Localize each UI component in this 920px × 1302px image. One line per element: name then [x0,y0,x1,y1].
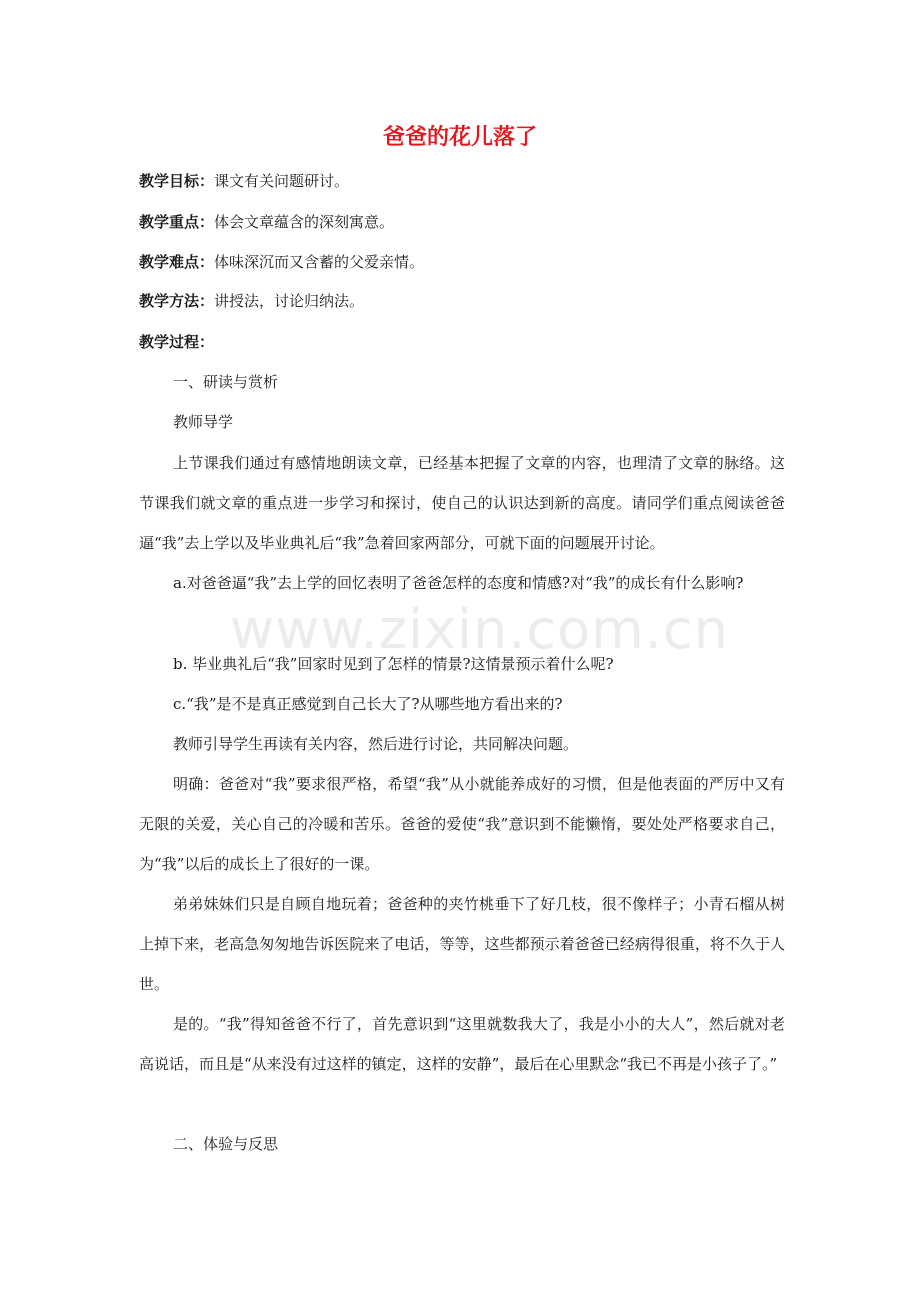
meta-text: 讲授法，讨论归纳法。 [214,292,365,310]
meta-difficulty [139,251,424,273]
meta-method [139,290,364,312]
meta-label: 教学方法： [139,292,215,310]
meta-text: 体会文章蕴含的深刻寓意。 [214,213,395,231]
meta-label: 教学过程： [139,333,215,351]
question-b: b. 毕业典礼后“我”回家时见到了怎样的情景?这情景预示着什么呢? [173,655,614,673]
answer-paragraph-2: 弟弟妹妹们只是自顾自地玩着；爸爸种的夹竹桃垂下了好几枝，很不像样子；小青石榴从树上掉下来，老高急匆匆地告诉医院来了电话，等等，这些都预示着爸爸已经病得很重，将不久于人世。 [139,895,785,993]
question-c: c.“我”是不是真正感觉到自己长大了?从哪些地方看出来的? [173,695,563,713]
watermark: www.zixin.com.cn [230,598,729,661]
meta-objective [139,170,349,192]
meta-text: 体味深沉而又含蓄的父爱亲情。 [214,253,425,271]
answer-paragraph-3: 是的。“我”得知爸爸不行了，首先意识到“这里就数我大了，我是小小的大人”，然后就对老高说话，而且是“从来没有过这样的镇定，这样的安静”，最后在心里默念“我已不再是小孩子了。” [139,1015,785,1073]
meta-text: 课文有关问题研讨。 [214,172,350,190]
page-title: 爸爸的花儿落了 [382,125,537,150]
meta-focus [139,211,394,233]
answer-paragraph-1: 明确：爸爸对“我”要求很严格，希望“我”从小就能养成好的习惯，但是他表面的严厉中又有无限的关爱，关心自己的冷暖和苦乐。爸爸的爱使“我”意识到不能懒惰，要处处严格要求自己，为“我”以后的成长上了很好的一课。 [139,775,785,873]
section-heading-2: 二、体验与反思 [173,1135,279,1153]
meta-process [139,331,214,353]
section-heading-1: 一、研读与赏析 [173,373,279,391]
intro-paragraph: 上节课我们通过有感情地朗读文章，已经基本把握了文章的内容，也理清了文章的脉络。这节课我们就文章的重点进一步学习和探讨，使自己的认识达到新的高度。请同学们重点阅读爸爸逼“我”去上学以及毕业典礼后“我”急着回家两部分，可就下面的问题展开讨论。 [139,454,785,552]
meta-label: 教学难点： [139,253,215,271]
question-a: a.对爸爸逼“我”去上学的回忆表明了爸爸怎样的态度和情感?对“我”的成长有什么影响? [173,574,744,592]
meta-label: 教学重点： [139,213,215,231]
meta-label: 教学目标： [139,172,215,190]
guide-heading: 教师导学 [173,413,234,431]
teacher-guide: 教师引导学生再读有关内容，然后进行讨论，共同解决问题。 [173,735,579,753]
